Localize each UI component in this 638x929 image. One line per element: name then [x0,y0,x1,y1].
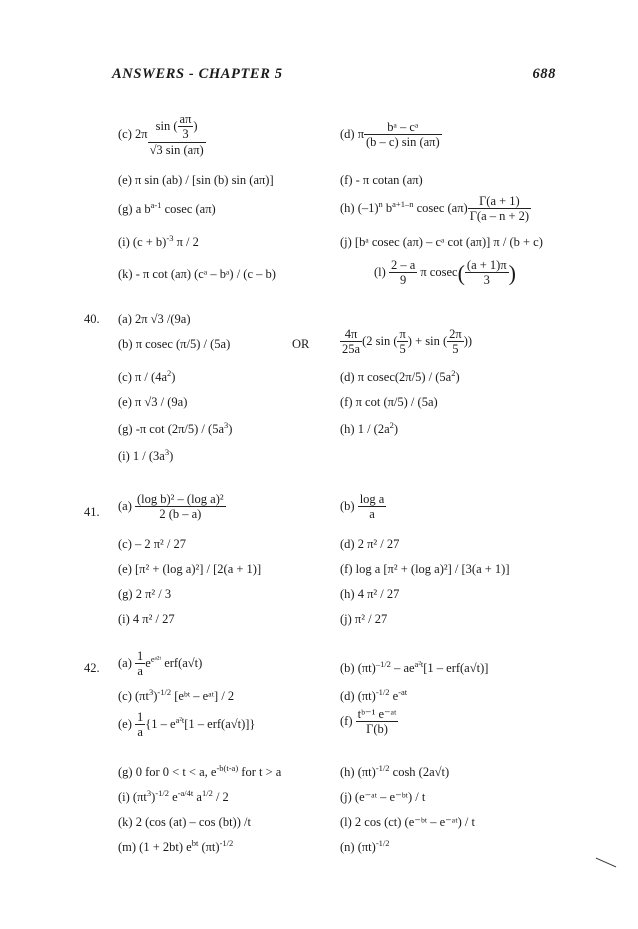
text: ) [228,422,233,436]
answer-40f: (f) π cot (π/5) / (5a) [340,395,438,409]
denominator: 9 [399,273,407,287]
fraction [135,710,145,740]
text: (i) (πt [118,790,147,804]
text: cosec (aπ) [413,200,468,215]
answer-39c [118,112,206,158]
text: e [145,655,151,670]
text: cosec (aπ) [161,202,216,216]
sup: -3 [166,233,174,243]
text: (b) (πt) [340,661,376,675]
answer-39k: (k) - π cot (aπ) (cᵃ – bᵃ) / (c – b) [118,267,276,281]
text: (i) (c + b) [118,235,167,249]
answer-42k: (k) 2 (cos (at) – cos (bt)) /t [118,815,251,829]
label-l: (l) [374,264,386,279]
answer-42a [118,649,202,679]
text: (–1) [357,200,379,215]
text: [1 – erf(a√t)] [423,661,489,675]
answer-40d [340,370,460,385]
prefix: π [357,126,365,141]
numerator: (log b)² – (log a)² [137,492,224,506]
sup: 1/2 [201,788,213,798]
text: a [193,790,202,804]
page-number: 688 [532,66,556,82]
paren: ( [457,260,465,286]
fraction [135,649,145,679]
fraction [358,492,387,522]
denominator: Γ(b) [366,722,388,736]
page-header [112,66,556,86]
prefix: 2π [135,126,148,141]
denominator: (b – c) sin (aπ) [366,135,440,149]
answer-41d: (d) 2 π² / 27 [340,537,400,551]
sup: a²t [175,714,185,725]
text: (g) 0 for 0 < t < a, e [118,765,217,779]
answer-39d [340,120,442,150]
sup: bt [191,838,199,848]
text: )) [463,333,473,348]
numerator: (a + 1)π [466,258,507,272]
header-title: ANSWERS - CHAPTER 5 [112,66,283,82]
answer-40i [118,449,173,464]
denominator: 5 [399,342,406,356]
text: ) [153,689,158,703]
label-a: (a) [118,655,132,670]
denominator: a [369,507,375,521]
text: – ae [390,661,415,675]
label-e: (e) [118,716,132,731]
sin-text: sin ( [155,118,178,133]
sup: -at [398,687,408,697]
text: ) [169,449,174,463]
fraction [148,112,206,158]
sup: n [378,198,383,209]
question-41-number: 41. [84,505,100,519]
text: / 2 [212,790,229,804]
sup: -1/2 [219,838,234,848]
answer-41a [118,492,226,522]
answer-42b [340,661,488,676]
text: [eᵇᵗ – eᵃᵗ] / 2 [171,689,235,703]
answer-42m [118,840,233,855]
sup: -1/2 [155,788,169,798]
fraction [397,327,407,357]
answer-39i [118,235,199,250]
text: {1 – e [145,716,176,731]
numerator: tᵇ⁻¹ e⁻ᵃᵗ [357,707,397,721]
text: (i) 1 / (3a [118,449,165,463]
fraction [364,120,442,150]
sup: 3 [148,687,154,697]
answer-40e: (e) π √3 / (9a) [118,395,188,409]
sup: -1/2 [157,687,172,697]
text: π cosec [420,264,458,279]
sup: 3 [224,420,229,430]
inner-fraction [178,112,194,142]
sup: 2 [389,420,394,430]
answer-39h [340,194,531,224]
answer-41j: (j) π² / 27 [340,612,388,626]
answer-40b: (b) π cosec (π/5) / (5a) [118,337,231,351]
sup: 3 [146,788,152,798]
label-a: (a) [118,498,132,513]
fraction [389,258,417,288]
answer-42c [118,689,234,704]
paren: ) [508,260,516,286]
answer-40b-alt [340,327,472,357]
answer-40h [340,422,398,437]
denominator: Γ(a – n + 2) [469,209,530,223]
answer-42e [118,710,255,740]
text: ) [171,370,176,384]
numerator: π [399,327,406,341]
sup: a²t [414,659,424,669]
text: ) [393,422,399,436]
text: cosh (2a√t) [389,765,450,779]
numerator: bᵃ – cᵃ [364,120,442,135]
numerator: 2π [449,327,462,341]
text: (c) (πt [118,689,149,703]
numerator: log a [359,492,385,506]
answer-42n [340,840,390,855]
question-40-number: 40. [84,312,100,326]
fraction [135,492,226,522]
answer-42j: (j) (e⁻ᵃᵗ – e⁻ᵇᵗ) / t [340,790,426,804]
denominator: a [137,664,143,678]
label-d: (d) [340,126,355,141]
answer-40g [118,422,232,437]
answer-39e: (e) π sin (ab) / [sin (b) sin (aπ)] [118,173,274,187]
label-b: (b) [340,498,355,513]
sup: 3 [164,447,170,457]
text: (πt) [198,840,220,854]
text: (g) a b [118,202,151,216]
text: erf(a√t) [161,655,203,670]
sup: -1/2 [375,763,390,773]
sup: -a/4t [177,788,194,798]
answer-42h [340,765,449,780]
text: (m) (1 + 2bt) e [118,840,192,854]
answer-41f: (f) log a [π² + (log a)²] / [3(a + 1)] [340,562,510,576]
text: ) [151,790,156,804]
denominator: 25a [342,342,361,356]
sup: -1/2 [375,838,390,848]
answer-40a: (a) 2π √3 /(9a) [118,312,191,326]
denominator: 5 [452,342,459,356]
text: ) [455,370,460,384]
denominator: √3 sin (aπ) [149,143,204,157]
fraction [356,707,399,737]
answer-42i [118,790,229,805]
sup: -b(t-a) [216,763,239,773]
text: (2 sin ( [362,333,398,348]
text: e [389,689,399,703]
answer-42l: (l) 2 cos (ct) (e⁻ᵇᵗ – e⁻ᵃᵗ) / t [340,815,475,829]
answer-42f [340,707,398,737]
answer-39f: (f) - π cotan (aπ) [340,173,423,187]
answer-42g [118,765,281,780]
sup: eᵃ²ᵗ [150,653,162,664]
numerator: 1 [137,710,144,724]
answer-39l [374,258,516,288]
inner-fraction [465,258,509,288]
text: (g) -π cot (2π/5) / (5a [118,422,224,436]
sup: 2 [167,368,172,378]
answer-41i: (i) 4 π² / 27 [118,612,175,626]
answer-39j: (j) [bᵃ cosec (aπ) – cᵃ cot (aπ)] π / (b + c) [340,235,543,249]
sup: -1/2 [375,687,390,697]
label-h: (h) [340,200,355,215]
sup: a+1–n [392,198,414,209]
fraction [340,327,362,357]
inner-num: aπ [179,112,192,126]
text: for t > a [238,765,282,779]
label-c: (c) [118,126,132,141]
sup: 2 [451,368,456,378]
text: π / 2 [173,235,199,249]
text: b [382,200,393,215]
text: (c) π / (4a [118,370,167,384]
answer-42d [340,689,407,704]
inner-den: 3 [182,127,189,141]
answer-41e: (e) [π² + (log a)²] / [2(a + 1)] [118,562,262,576]
numerator: 2 – a [390,258,416,272]
text: (h) 1 / (2a [340,422,390,436]
text: [1 – erf(a√t)]} [184,716,256,731]
question-42-number: 42. [84,661,100,675]
denominator: a [137,725,143,739]
sup: –1/2 [375,659,391,669]
close: ) [193,118,198,133]
text: (d) (πt) [340,689,376,703]
numerator: Γ(a + 1) [468,194,531,209]
text: ) + sin ( [407,333,448,348]
answer-41c: (c) – 2 π² / 27 [118,537,187,551]
label-f: (f) [340,713,353,728]
text: e [169,790,178,804]
sup: a-1 [150,200,162,210]
or-label: OR [292,337,310,351]
fraction [468,194,531,224]
numerator: 4π [340,327,362,342]
text: (h) (πt) [340,765,376,779]
numerator: 1 [137,649,144,663]
denominator: 2 (b – a) [159,507,202,521]
denominator: 3 [483,273,490,287]
pen-mark [596,858,617,868]
answer-39g [118,202,216,217]
answer-41b [340,492,386,522]
answer-40c [118,370,175,385]
text: (d) π cosec(2π/5) / (5a [340,370,452,384]
answer-41g: (g) 2 π² / 3 [118,587,172,601]
fraction [447,327,464,357]
answer-41h: (h) 4 π² / 27 [340,587,400,601]
text: (n) (πt) [340,840,376,854]
